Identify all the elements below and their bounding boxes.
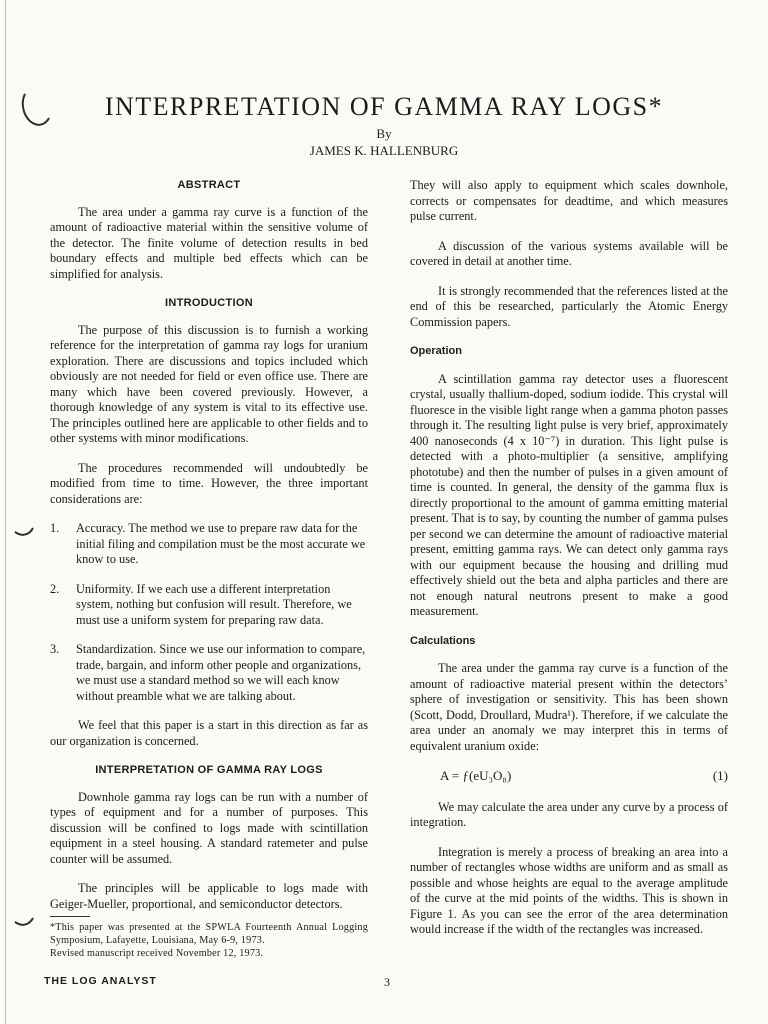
author-name: JAMES K. HALLENBURG xyxy=(309,143,459,158)
abstract-text: The area under a gamma ray curve is a function of the amount of radioactive material within the sensitive volume of the detector. The finite volume of detection results in bed boundary effects and multiple bed effects which can be simplified for analysis. xyxy=(50,204,368,281)
equation-1 xyxy=(410,768,728,784)
interpretation-paragraph: The principles will be applicable to logs made with Geiger-Mueller, proportional, and semiconductor detectors. xyxy=(50,881,368,911)
list-number: 1. xyxy=(50,521,60,535)
operation-heading: Operation xyxy=(410,345,462,357)
list-text: Standardization. Since we use our information to compare, trade, bargain, and inform other people and organizations, we must use a standard method so we will each know without preamble what we are talking about. xyxy=(76,642,366,703)
byline-by: By xyxy=(376,126,392,141)
calculations-paragraph: We may calculate the area under any curve by a process of integration. xyxy=(410,799,728,829)
calculations-paragraph: The area under the gamma ray curve is a function of the amount of radioactive material present within the detectors’ sphere of investigation or sensitivity. This has been shown (Scott, Dodd, Droullard, Mudra¹). Therefore, if we calculate the area under an anomaly we may interpret this in terms of equivalent uranium oxide: xyxy=(410,661,728,753)
abstract-heading: ABSTRACT xyxy=(177,179,241,191)
equation-number: (1) xyxy=(712,768,728,783)
introduction-heading: INTRODUCTION xyxy=(165,297,253,309)
page-number: 3 xyxy=(384,975,390,989)
introduction-paragraph: We feel that this paper is a start in this direction as far as our organization is concerned. xyxy=(50,718,368,748)
list-number: 2. xyxy=(50,581,60,596)
list-text: Accuracy. The method we use to prepare raw data for the initial filing and compilation must be the most accurate we know to use. xyxy=(76,521,366,566)
body-paragraph: A discussion of the various systems available will be covered in detail at another time. xyxy=(410,238,728,268)
body-paragraph: They will also apply to equipment which scales downhole, corrects or compensates for deadtime, and which measures pulse current. xyxy=(410,178,728,223)
list-item xyxy=(50,582,368,629)
introduction-paragraph: The purpose of this discussion is to furnish a working reference for the interpretation of gamma ray logs for uranium exploration. There are discussions and topics included which obviously are not needed for field or even office use. There are many which have been covered previously. However, a thorough knowledge of any system is vital to its effective use. The principles outlined here are applicable to other fields and to other systems with minor modifications. xyxy=(50,322,368,445)
interpretation-paragraph: Downhole gamma ray logs can be run with a number of types of equipment and for a number of purposes. This discussion will be confined to logs made with scintillation equipment in a steel housing. A standard ratemeter and pulse counter will be assumed. xyxy=(50,789,368,866)
footnote-rule xyxy=(50,916,90,917)
list-text: Uniformity. If we each use a different interpretation system, nothing but confusion will result. Therefore, we must use a uniform system for preparing raw data. xyxy=(76,581,352,627)
punch-hole-mark xyxy=(2,493,40,538)
operation-paragraph: A scintillation gamma ray detector uses a fluorescent crystal, usually thallium-doped, sodium iodide. This crystal will fluoresce in the visible light range when a gamma photon passes through it. The resulting light pulse is very brief, approximately 400 nanoseconds (4 x 10⁻⁷) in duration. This light pulse is detected with a photo-multiplier (a sensitive, amplifying phototube) and then the number of pulses in a given amount of time is counted. In general, the density of the gamma flux is directly proportional to the amount of gamma emitting material present. That is to say, by counting the number of gamma pulses per second we can determine the amount of radioactive material present, emitting gamma rays. We can detect only gamma rays with our equipment because the housing and drilling mud effectively shield out the beta and alpha particles and there are not enough natural neutrons present to make a good measurement. xyxy=(410,371,728,618)
paper-title: INTERPRETATION OF GAMMA RAY LOGS* xyxy=(104,92,664,121)
list-item xyxy=(50,521,368,568)
considerations-list xyxy=(50,521,368,704)
journal-name: THE LOG ANALYST xyxy=(44,975,157,987)
list-number: 3. xyxy=(50,642,60,656)
calculations-heading: Calculations xyxy=(410,634,476,647)
introduction-paragraph: The procedures recommended will undoubtedly be modified from time to time. However, the three important considerations are: xyxy=(50,460,368,506)
list-item xyxy=(50,642,368,704)
body-paragraph: It is strongly recommended that the references listed at the end of this be researched, particularly the Atomic Energy Commission papers. xyxy=(410,283,728,329)
right-column xyxy=(410,178,728,952)
footnote-text: Revised manuscript received November 12, 1973. xyxy=(50,948,264,959)
calculations-paragraph: Integration is merely a process of breaking an area into a number of rectangles whose widths are uniform and as small as possible and whose heights are equal to the average amplitude of the curve at the mid points of the widths. This is shown in Figure 1. As you can see the error of the area determination would increase if the width of the rectangles was increased. xyxy=(410,844,728,936)
punch-hole-mark xyxy=(2,883,40,928)
left-column xyxy=(50,178,368,960)
interpretation-heading: INTERPRETATION OF GAMMA RAY LOGS xyxy=(95,764,323,776)
equation-expression: A = ƒ(eU₃O₈) xyxy=(440,768,512,783)
footnote-text: *This paper was presented at the SPWLA Fourteenth Annual Logging Symposium, Lafayette, Louisiana, May 6-9, 1973. xyxy=(50,922,368,946)
